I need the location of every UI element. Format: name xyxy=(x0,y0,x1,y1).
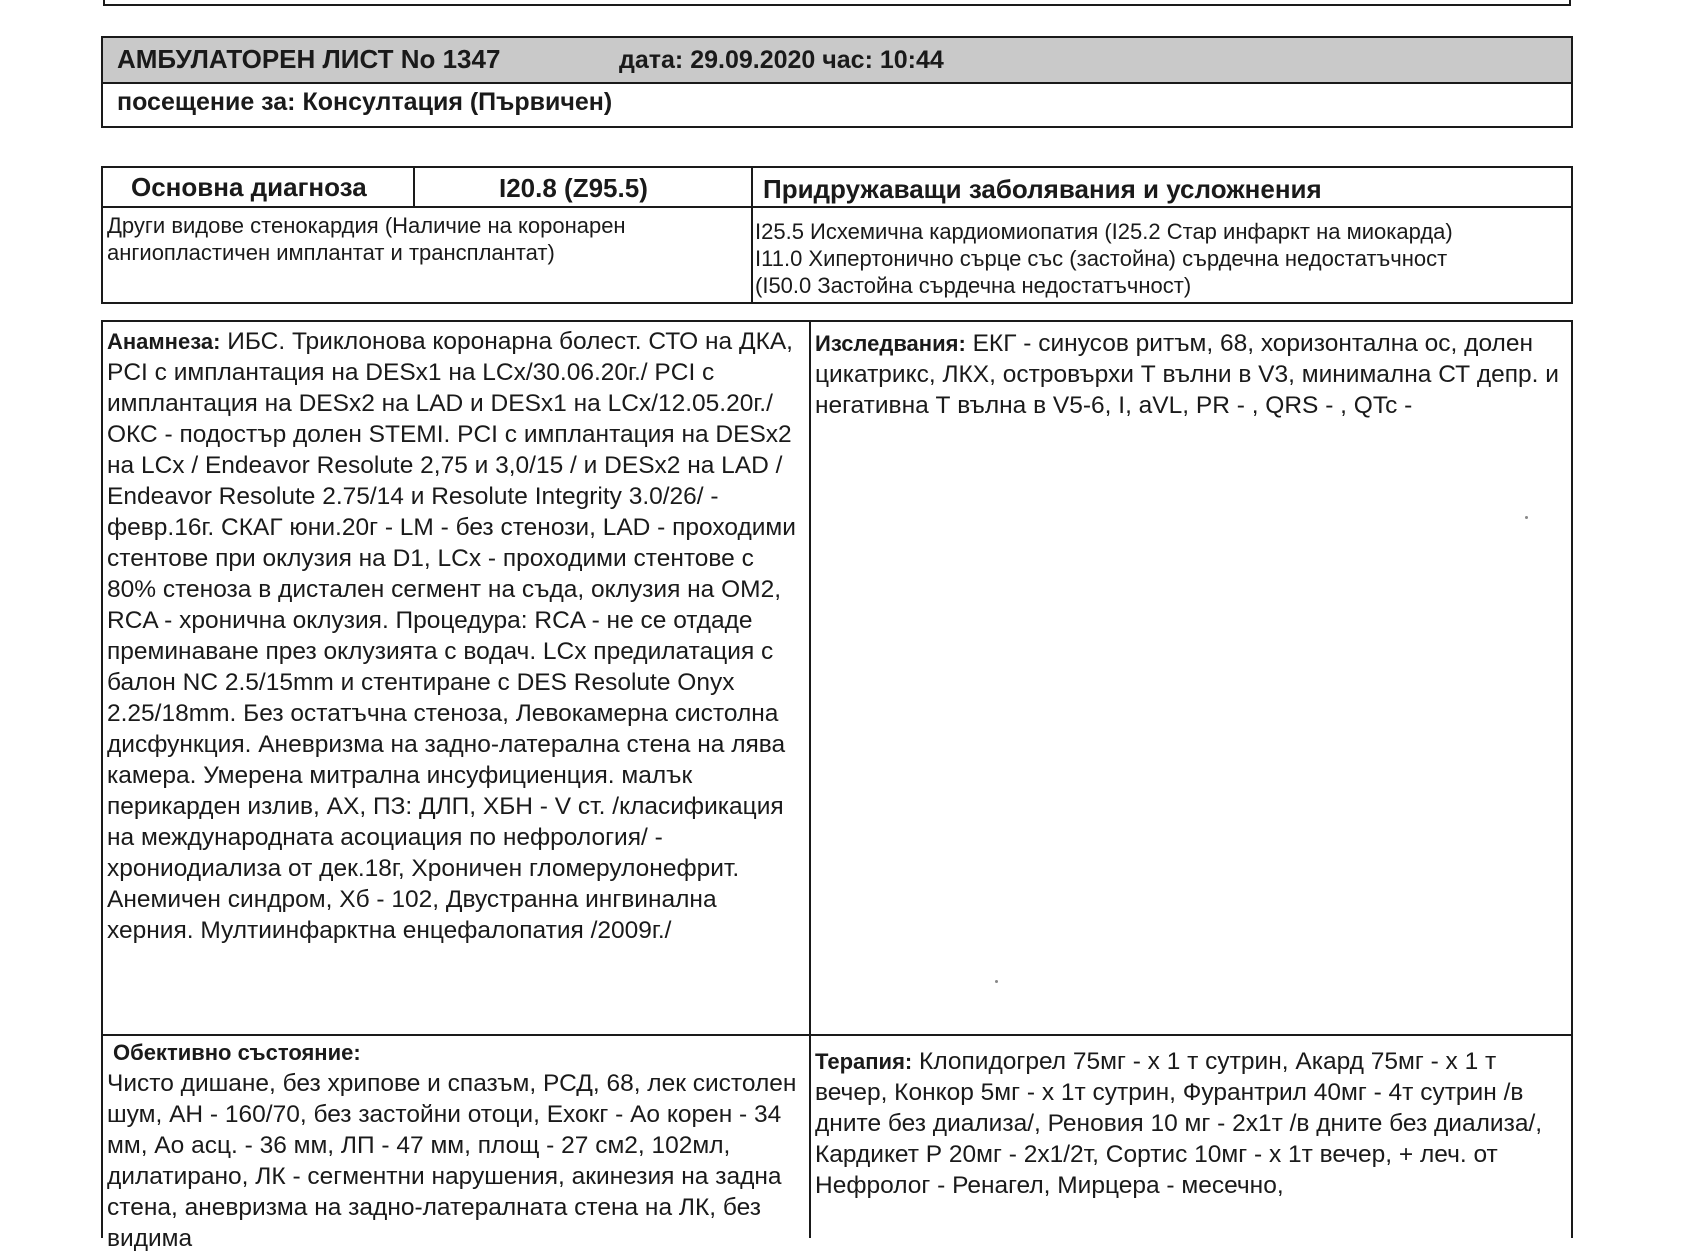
objective-text: Чисто дишане, без хрипове и спазъм, РСД, 68, лек систолен шум, АН - 160/70, без застойни отоци, Ехокг - Ао корен - 34 мм, Ао асц. - 36 мм, ЛП - 47 мм, площ - 27 см2, 102мл, дилатирано, ЛК - сегментни нарушения, акинезия на задна стена, аневризма на задно-латералната стена на ЛК, без видима xyxy=(107,1070,797,1252)
sheet-title: АМБУЛАТОРЕН ЛИСТ No 1347 xyxy=(117,44,501,74)
comorbidities-label: Придружаващи заболявания и усложнения xyxy=(763,174,1322,204)
diagnosis-code-rule xyxy=(413,168,415,206)
comorbidity-item: I11.0 Хипертонично сърце със (застойна) сърдечна недостатъчност xyxy=(755,246,1448,271)
therapy-text: Клопидогрел 75мг - х 1 т сутрин, Акард 75мг - х 1 т вечер, Конкор 5мг - х 1т сутрин, Фурантрил 40мг - 4т сутрин /в дните без диализа/, Реновия 10 мг - 2х1т /в дните без диализа/, Кардикет Р 20мг - 2х1/2т, Сортис 10мг - х 1т вечер, + леч. от Нефролог - Ренагел, Мирцера - месечно, xyxy=(815,1048,1543,1199)
anamnesis-text: ИБС. Триклонова коронарна болест. СТО на ДКА, PCI с имплантация на DESx1 на LCx/30.06.20г./ PCI с имплантация на DESx2 на LAD и DESx1 на LCx/12.05.20г./ ОКС - подостър долен STEMI. PCI с имплантация на DESx2 на LCx / Endeavor Resolute 2,75 и 3,0/15 / и DESx2 на LAD / Endeavor Resolute 2.75/14 и Resolute Integrity 3.0/26/ - февр.16г. СКАГ юни.20г - LM - без стенози, LAD - проходими стентове при оклузия на D1, LCx - проходими стентове с 80% стеноза в дистален сегмент на съда, оклузия на ОМ2, RCA - хронична оклузия. Процедура: RCA - не се отдаде преминаване през оклузията с водач. LCx предилатация с балон NC 2.5/15mm и стентиране с DES Resolute Onyx 2.25/18mm. Без остатъчна стеноза, Левокамерна систолна дисфункция. Аневризма на задно-латерална стена на лява камера. Умерена митрална инсуфициенция. малък перикарден излив, АХ, ПЗ: ДЛП, ХБН - V ст. /класификация на международната асоциация по нефрология/ - хрониодиализа от дек.18г, Хроничен гломерулонефрит. Анемичен синдром, Хб - 102, Двустранна ингвинална херния. Мултиинфарктна енцефалопатия /2009г./ xyxy=(107,328,796,944)
main-diagnosis-label: Основна диагноза xyxy=(131,172,367,202)
anamnesis-label: Анамнеза: xyxy=(107,329,221,354)
objective-label: Обективно състояние: xyxy=(113,1040,361,1065)
top-rule xyxy=(103,0,1571,6)
visit-type xyxy=(117,88,612,117)
clinical-grid xyxy=(101,320,1573,1252)
grid-column-rule xyxy=(809,322,811,1238)
anamnesis-cell xyxy=(107,326,807,946)
diagnosis-column-rule xyxy=(751,168,753,302)
scan-speck xyxy=(1525,516,1528,519)
visit-label: посещение за: xyxy=(117,88,296,116)
sheet-header xyxy=(101,36,1573,128)
therapy-cell xyxy=(815,1046,1570,1201)
diagnosis-table xyxy=(101,166,1573,304)
main-diagnosis-text: Други видове стенокардия (Наличие на коронарен ангиопластичен имплантат и трансплантат) xyxy=(107,213,626,265)
investigations-text: ЕКГ - синусов ритъм, 68, хоризонтална ос, долен цикатрикс, ЛКХ, островърхи Т вълни в V3, минимална СТ депр. и негативна Т вълна в V5-6, I, aVL, PR - , QRS - , QTc - xyxy=(815,330,1559,419)
scan-speck xyxy=(995,980,998,983)
therapy-label: Терапия: xyxy=(815,1049,913,1074)
header-band xyxy=(103,38,1571,84)
investigations-cell xyxy=(815,328,1570,421)
date-time: дата: 29.09.2020 час: 10:44 xyxy=(619,46,944,74)
comorbidity-item: (I50.0 Застойна сърдечна недостатъчност) xyxy=(755,273,1192,298)
visit-value: Консултация (Първичен) xyxy=(302,88,613,116)
comorbidities-list xyxy=(755,218,1571,299)
diagnosis-header-rule xyxy=(103,206,1571,208)
main-diagnosis-code: I20.8 (Z95.5) xyxy=(499,173,648,203)
comorbidity-item: I25.5 Исхемична кардиомиопатия (I25.2 Стар инфаркт на миокарда) xyxy=(755,219,1453,244)
investigations-label: Изследвания: xyxy=(815,331,966,356)
grid-row-rule xyxy=(103,1034,1571,1036)
